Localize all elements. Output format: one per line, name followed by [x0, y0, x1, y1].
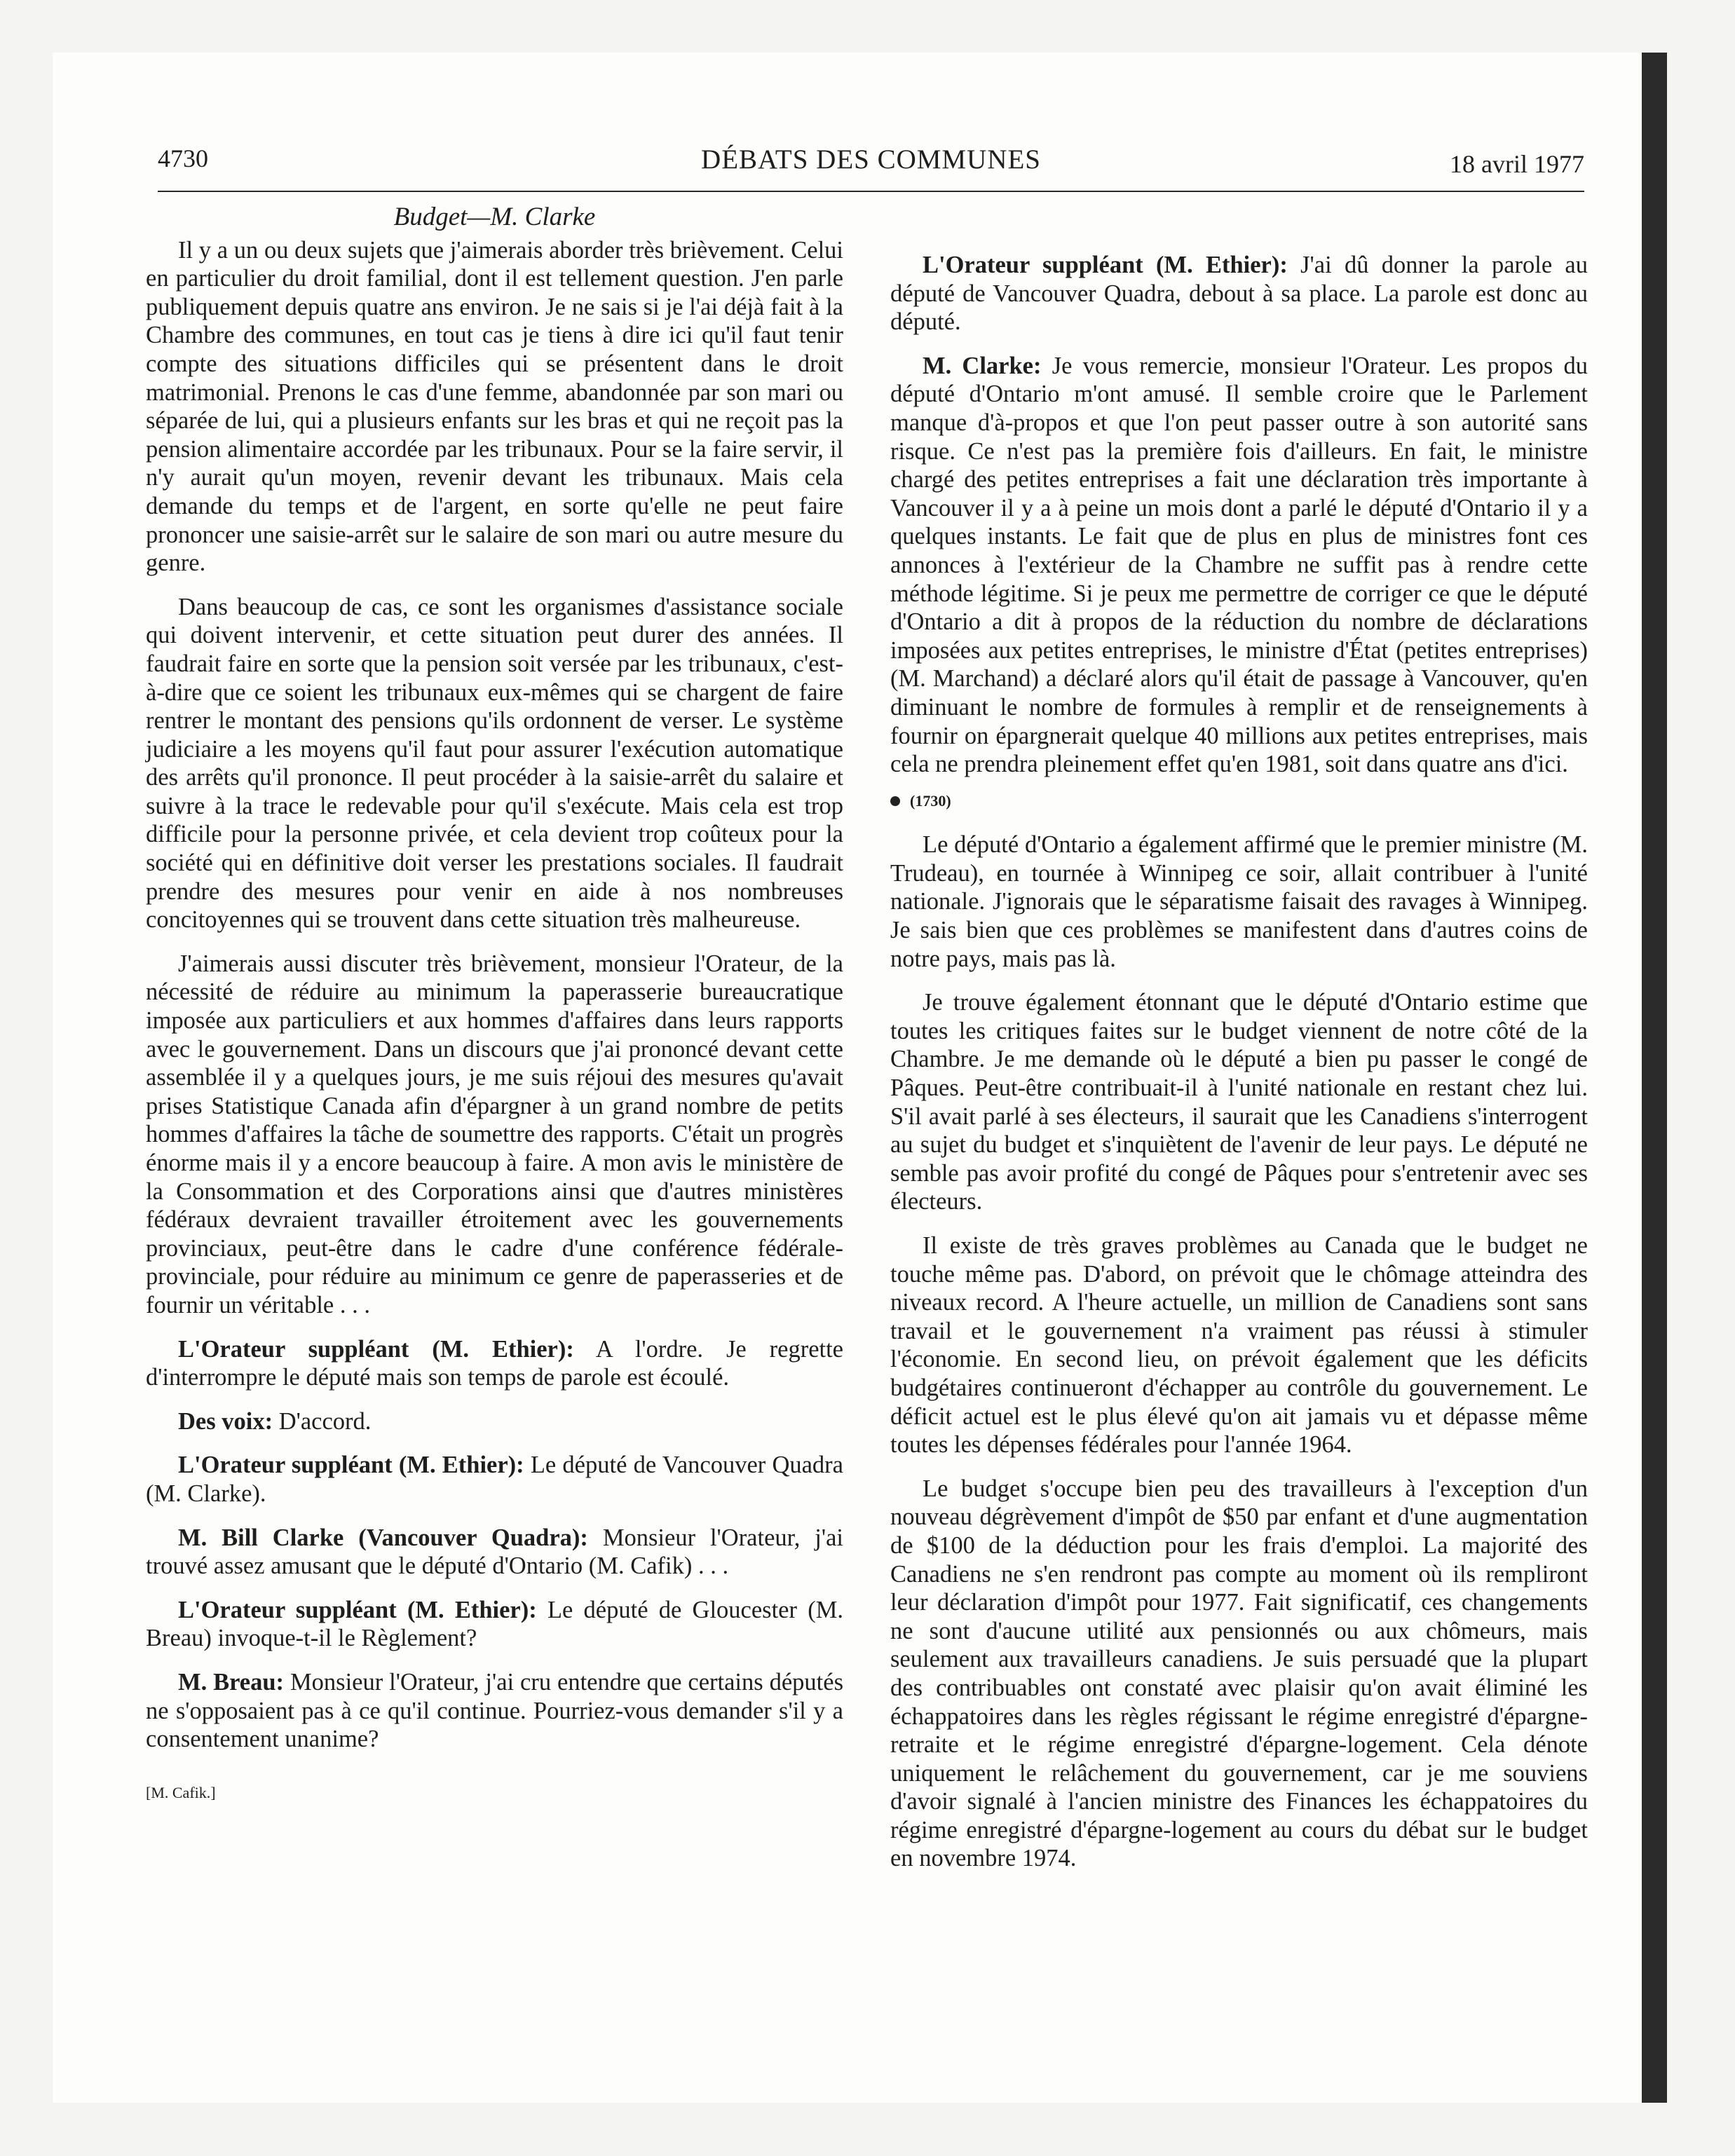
- paragraph: Il y a un ou deux sujets que j'aimerais aborder très brièvement. Celui en particulier du droit familial, dont il est tellement question. J'en parle publiquement depuis quatre ans environ. Je ne sais si je l'ai déjà fait à la Chambre des communes, en tout cas je tiens à dire ici qu'il faut tenir compte des situations difficiles qui se présentent dans le droit matrimonial. Prenons le cas d'une femme, abandonnée par son mari ou séparée de lui, qui a plusieurs enfants sur les bras et qui ne reçoit pas la pension alimentaire accordée par les tribunaux. Pour se la faire servir, il n'y aurait qu'un moyen, revenir devant les tribunaux. Mais cela demande du temps et de l'argent, en sorte qu'elle ne peut faire prononcer une saisie-arrêt sur le salaire de son mari ou autre mesure du genre.: [146, 236, 843, 577]
- left-column: [146, 203, 843, 1807]
- page-number: 4730: [158, 144, 208, 172]
- speech-text: J'ai dû donner la parole au député de Vancouver Quadra, debout à sa place. La parole est donc au député.: [890, 252, 1588, 336]
- paragraph: Le budget s'occupe bien peu des travailleurs à l'exception d'un nouveau dégrèvement d'impôt de $50 par enfant et d'une augmentation de $100 de la déduction pour les frais d'emploi. La majorité des Canadiens ne s'en rendront pas compte au moment où ils rempliront leur déclaration d'impôt pour 1977. Fait significatif, ces changements ne sont d'aucune utilité aux pensionnés ou aux chômeurs, mais seulement aux travailleurs canadiens. Je suis persuadé que la plupart des contribuables ont constaté avec plaisir qu'on avait éliminé les échappatoires dans les règles régissant le régime enregistré d'épargne-retraite et le régime enregistré d'épargne-logement. Cela dénote uniquement le relâchement du gouvernement, car je me souviens d'avoir signalé à l'ancien ministre des Finances les échappatoires du régime enregistré d'épargne-logement au cours du débat sur le budget en novembre 1974.: [890, 1475, 1588, 1872]
- speaker-name: M. Clarke:: [923, 352, 1042, 379]
- paragraph: Il existe de très graves problèmes au Canada que le budget ne touche même pas. D'abord, on prévoit que le chômage atteindra des niveaux record. A l'heure actuelle, un million de Canadiens sont sans travail et le gouvernement n'a vraiment pas réussi à stimuler l'économie. En second lieu, on prévoit également que les déficits budgétaires continueront d'échapper au contrôle du gouvernement. Le déficit actuel est le plus élevé qu'on ait jamais vu et dépasse même toutes les dépenses fédérales pour l'année 1964.: [890, 1232, 1588, 1459]
- running-head: Budget—M. Clarke: [393, 203, 596, 231]
- speech-text: A l'ordre. Je regrette d'interrompre le député mais son temps de parole est écoulé.: [146, 1335, 843, 1391]
- speech: [146, 1407, 843, 1436]
- speech-text: Je vous remercie, monsieur l'Orateur. Les propos du député d'Ontario m'ont amusé. Il semble croire que le Parlement manque d'à-propos et que l'on peut passer outre à son autorité sans risque. Ce n'est pas la première fois d'ailleurs. En fait, le ministre chargé des petites entreprises a fait une déclaration très importante à Vancouver il y a à peine un mois dont a parlé le député d'Ontario il y a quelques instants. Le fait que de plus en plus de ministres font ces annonces à l'extérieur de la Chambre ne suffit pas à rendre cette méthode légitime. Si je peux me permettre de corriger ce que le député d'Ontario a dit à propos de la réduction du nombre de déclarations imposées aux petites entreprises, le ministre d'État (petites entreprises) (M. Marchand) a déclaré alors qu'il était de passage à Vancouver, qu'en diminuant le nombre de formules à remplir et de renseignements à fournir on épargnerait quelque 40 millions aux petites entreprises, mais cela ne prendra pleinement effet qu'en 1981, soit dans quatre ans d'ici.: [890, 352, 1588, 778]
- speech: [146, 1451, 843, 1508]
- speech-text: Monsieur l'Orateur, j'ai cru entendre que certains députés ne s'opposaient pas à ce qu'il continue. Pourriez-vous demander s'il y a consentement unanime?: [146, 1668, 843, 1753]
- speech: [890, 352, 1588, 779]
- time-marker: [890, 787, 1588, 816]
- speech: [146, 1524, 843, 1581]
- right-column: [890, 251, 1588, 1888]
- speech-text: Le député de Gloucester (M. Breau) invoque-t-il le Règlement?: [146, 1596, 843, 1652]
- speaker-name: L'Orateur suppléant (M. Ethier):: [178, 1452, 524, 1479]
- speech: [146, 1335, 843, 1392]
- paragraph: J'aimerais aussi discuter très brièvement, monsieur l'Orateur, de la nécessité de réduire au minimum la paperasserie bureaucratique imposée aux particuliers et aux hommes d'affaires dans leurs rapports avec le gouvernement. Dans un discours que j'ai prononcé devant cette assemblée il y a quelques jours, je me suis réjoui des mesures qu'avait prises Statistique Canada afin d'épargner à un grand nombre de petits hommes d'affaires la tâche de soumettre des rapports. C'était un progrès énorme mais il y a encore beaucoup à faire. A mon avis le ministère de la Consommation et des Corporations ainsi que d'autres ministères fédéraux devraient travailler étroitement avec les gouvernements provinciaux, peut-être dans le cadre d'une conférence fédérale-provinciale, pour réduire au minimum ce genre de paperasseries et de fournir un véritable . . .: [146, 950, 843, 1318]
- binding-edge: [1642, 53, 1667, 2103]
- bullet-icon: [890, 796, 900, 806]
- footnote: [M. Cafik.]: [146, 1783, 216, 1801]
- speech: [146, 1668, 843, 1754]
- time-marker-label: (1730): [910, 791, 951, 810]
- issue-date: 18 avril 1977: [1450, 150, 1584, 178]
- speech-text: Monsieur l'Orateur, j'ai trouvé assez amusant que le député d'Ontario (M. Cafik) . . .: [146, 1524, 843, 1580]
- page-header: [158, 144, 1584, 186]
- speech-text: D'accord.: [273, 1407, 372, 1435]
- header-rule: [158, 191, 1584, 192]
- paragraph: Le député d'Ontario a également affirmé que le premier ministre (M. Trudeau), en tournée à Winnipeg ce soir, allait contribuer à l'unité nationale. J'ignorais que le séparatisme faisait des ravages à Winnipeg. Je sais bien que ces problèmes se manifestent dans d'autres coins de notre pays, mais pas là.: [890, 831, 1588, 972]
- speaker-name: L'Orateur suppléant (M. Ethier):: [178, 1335, 574, 1363]
- paragraph: Je trouve également étonnant que le député d'Ontario estime que toutes les critiques faites sur le budget viennent de notre côté de la Chambre. Je me demande où le député a bien pu passer le congé de Pâques. Peut-être contribuait-il à l'unité nationale en restant chez lui. S'il avait parlé à ses électeurs, il saurait que les Canadiens s'interrogent au sujet du budget et s'inquiètent de l'avenir de leur pays. Le député ne semble pas avoir profité du congé de Pâques pour s'entretenir avec ses électeurs.: [890, 989, 1588, 1215]
- journal-title: DÉBATS DES COMMUNES: [701, 144, 1041, 175]
- speaker-name: L'Orateur suppléant (M. Ethier):: [923, 252, 1288, 278]
- speech: [146, 1596, 843, 1653]
- speech-text: Le député de Vancouver Quadra (M. Clarke).: [146, 1452, 843, 1507]
- speech: [890, 251, 1588, 336]
- speaker-name: M. Breau:: [178, 1668, 285, 1696]
- speaker-name: L'Orateur suppléant (M. Ethier):: [178, 1596, 537, 1623]
- speaker-name: M. Bill Clarke (Vancouver Quadra):: [178, 1524, 588, 1551]
- speaker-name: Des voix:: [178, 1407, 273, 1435]
- paragraph: Dans beaucoup de cas, ce sont les organismes d'assistance sociale qui doivent intervenir, et cette situation peut durer des années. Il faudrait faire en sorte que la pension soit versée par les tribunaux, c'est-à-dire que ce soient les tribunaux eux-mêmes qui se chargent de faire rentrer le montant des pensions qu'ils ordonnent de verser. Le système judiciaire a les moyens qu'il faut pour assurer l'exécution automatique des arrêts qu'il prononce. Il peut procéder à la saisie-arrêt du salaire et suivre à la trace le redevable pour qu'il s'exécute. Mais cela est trop difficile pour la personne privée, et cela devient trop coûteux pour la société qui en définitive doit verser les prestations sociales. Il faudrait prendre des mesures pour venir en aide à nos nombreuses concitoyennes qui se trouvent dans cette situation très malheureuse.: [146, 593, 843, 934]
